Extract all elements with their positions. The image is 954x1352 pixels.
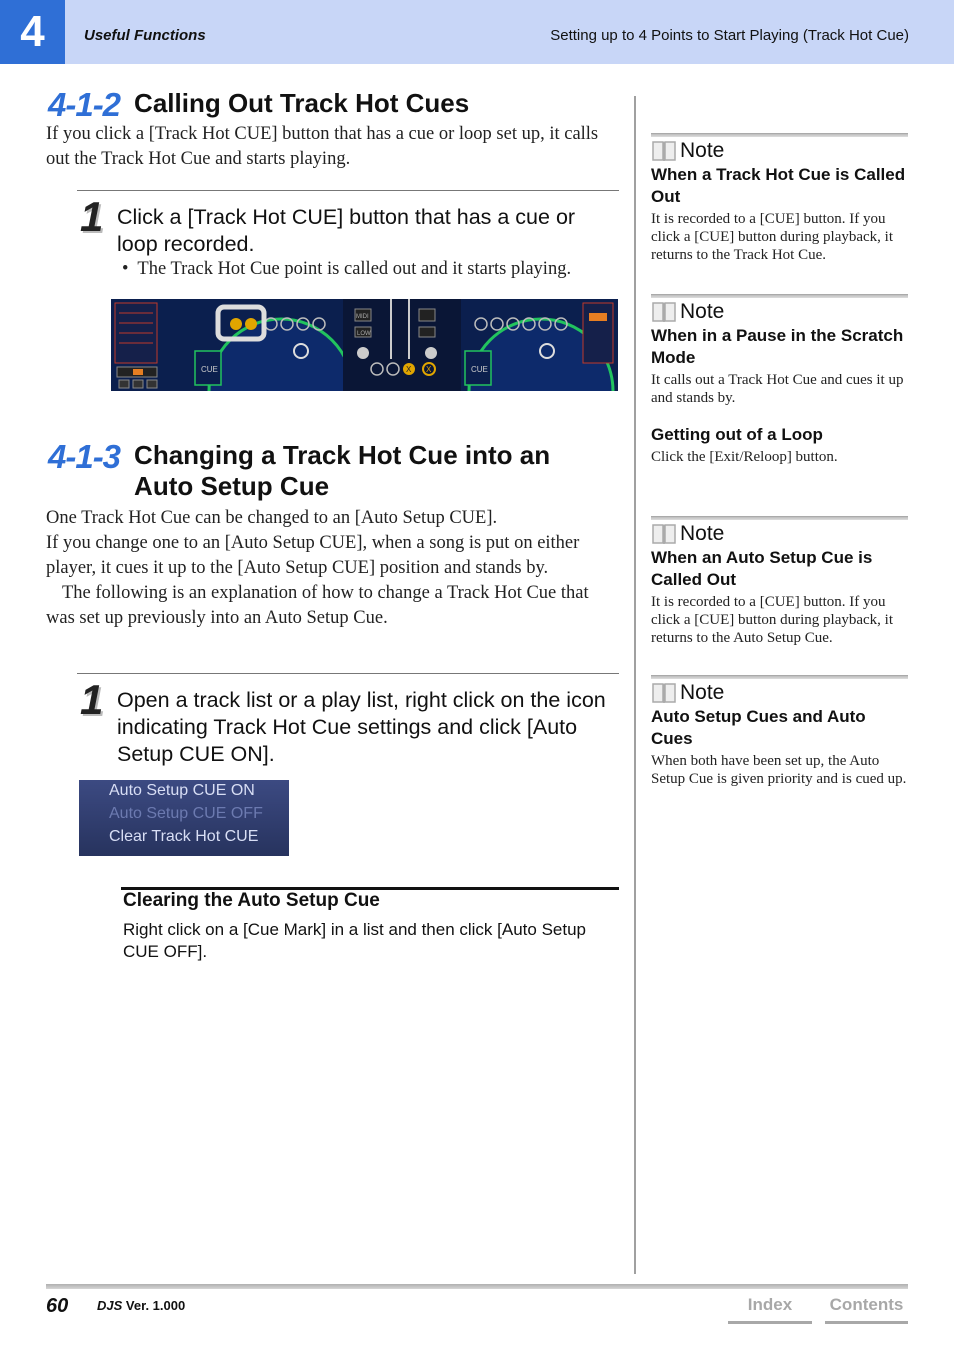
note-rule [651, 675, 908, 679]
book-icon [651, 681, 677, 705]
footer-rule [46, 1284, 908, 1289]
clearing-title: Clearing the Auto Setup Cue [123, 890, 380, 911]
menu-item-auto-setup-cue-on[interactable]: Auto Setup CUE ON [109, 782, 255, 799]
step-divider [77, 673, 619, 674]
section-heading-4-1-2 [48, 88, 469, 121]
note-title: When an Auto Setup Cue is Called Out [651, 548, 873, 589]
product-name: DJS [97, 1298, 123, 1313]
menu-item-auto-setup-cue-off[interactable]: Auto Setup CUE OFF [109, 805, 263, 822]
section-intro [46, 122, 621, 172]
note-header [651, 680, 908, 706]
cue-button-right: CUE [471, 365, 488, 374]
note-rule [651, 294, 908, 298]
menu-item-clear-track-hot-cue[interactable]: Clear Track Hot CUE [109, 828, 259, 845]
dj-interface-illustration [111, 299, 618, 391]
section-title-line1: Changing a Track Hot Cue into an [134, 440, 551, 470]
step-divider [77, 190, 619, 191]
page-number: 60 [46, 1295, 69, 1317]
contents-button[interactable]: Contents [825, 1293, 908, 1324]
note-body: It calls out a Track Hot Cue and cues it up and stands by. [651, 372, 904, 406]
index-button[interactable]: Index [728, 1293, 812, 1324]
mixer-x-left: X [406, 365, 412, 374]
bullet-text: The Track Hot Cue point is called out and it starts playing. [137, 259, 572, 279]
note-title: When a Track Hot Cue is Called Out [651, 165, 906, 206]
note-label: Note [680, 681, 725, 704]
note-box [651, 133, 908, 264]
paragraph-3: The following is an explanation of how to change a Track Hot Cue that was set up previously into an Auto Setup Cue. [46, 583, 589, 628]
section-number: 4-1-3 [48, 438, 121, 475]
note-box [651, 675, 908, 788]
note-body: It is recorded to a [CUE] button. If you click a [CUE] button during playback, it returns to the Auto Setup Cue. [651, 594, 894, 646]
section-title [134, 440, 550, 502]
note-rule [651, 516, 908, 520]
note-box [651, 516, 908, 647]
note-label: Note [680, 522, 725, 545]
paragraph-1: One Track Hot Cue can be changed to an [Auto Setup CUE]. [46, 508, 498, 528]
step-instruction: Click a [Track Hot CUE] button that has a cue or loop recorded. [117, 205, 576, 256]
mixer-x-right: X [426, 365, 432, 374]
book-icon [651, 522, 677, 546]
paragraph-2: If you change one to an [Auto Setup CUE], when a song is put on either player, it cues it up to the [Auto Setup CUE] position and stands by. [46, 533, 580, 578]
column-divider [634, 96, 636, 1274]
note-title: Auto Setup Cues and Auto Cues [651, 707, 866, 748]
note-rule [651, 133, 908, 137]
cue-button-left: CUE [201, 365, 218, 374]
book-icon [651, 139, 677, 163]
note-body: It is recorded to a [CUE] button. If you click a [CUE] button during playback, it returns to the Track Hot Cue. [651, 211, 894, 263]
step-number: 1 [80, 193, 104, 240]
header-section-name: Useful Functions [84, 27, 206, 44]
note-body: When both have been set up, the Auto Setup Cue is given priority and is cued up. [651, 753, 907, 787]
context-menu-screenshot [79, 780, 289, 856]
step-bullet: • The Track Hot Cue point is called out and it starts playing. [122, 259, 572, 279]
section-title-line2: Auto Setup Cue [134, 471, 330, 501]
step-number: 1 [80, 676, 104, 723]
mixer-midi-label: MIDI [356, 314, 369, 320]
note-subtitle: Getting out of a Loop [651, 425, 823, 444]
clearing-text: Right click on a [Cue Mark] in a list and then click [Auto Setup CUE OFF]. [123, 920, 587, 961]
book-icon [651, 300, 677, 324]
note-box [651, 294, 908, 466]
section-number: 4-1-2 [48, 86, 121, 123]
mixer-low-label: LOW [357, 331, 371, 337]
header-page-title: Setting up to 4 Points to Start Playing (Track Hot Cue) [550, 27, 909, 44]
note-title: When in a Pause in the Scratch Mode [651, 326, 904, 367]
note-subbody: Click the [Exit/Reloop] button. [651, 449, 838, 465]
intro-paragraph: If you click a [Track Hot CUE] button that has a cue or loop set up, it calls out the Track Hot Cue and starts playing. [46, 124, 599, 169]
note-header [651, 521, 908, 547]
note-header [651, 138, 908, 164]
version-label [97, 1298, 185, 1313]
note-header [651, 299, 908, 325]
chapter-number: 4 [0, 0, 65, 64]
note-label: Note [680, 139, 725, 162]
section-body [46, 506, 621, 631]
step-instruction: Open a track list or a play list, right click on the icon indicating Track Hot Cue settings and click [Auto Setup CUE ON]. [117, 688, 606, 766]
note-label: Note [680, 300, 725, 323]
section-heading-4-1-3 [48, 440, 550, 502]
section-title: Calling Out Track Hot Cues [134, 88, 470, 118]
version-number: Ver. 1.000 [125, 1298, 186, 1313]
track-hot-cue-screenshot [111, 299, 618, 391]
